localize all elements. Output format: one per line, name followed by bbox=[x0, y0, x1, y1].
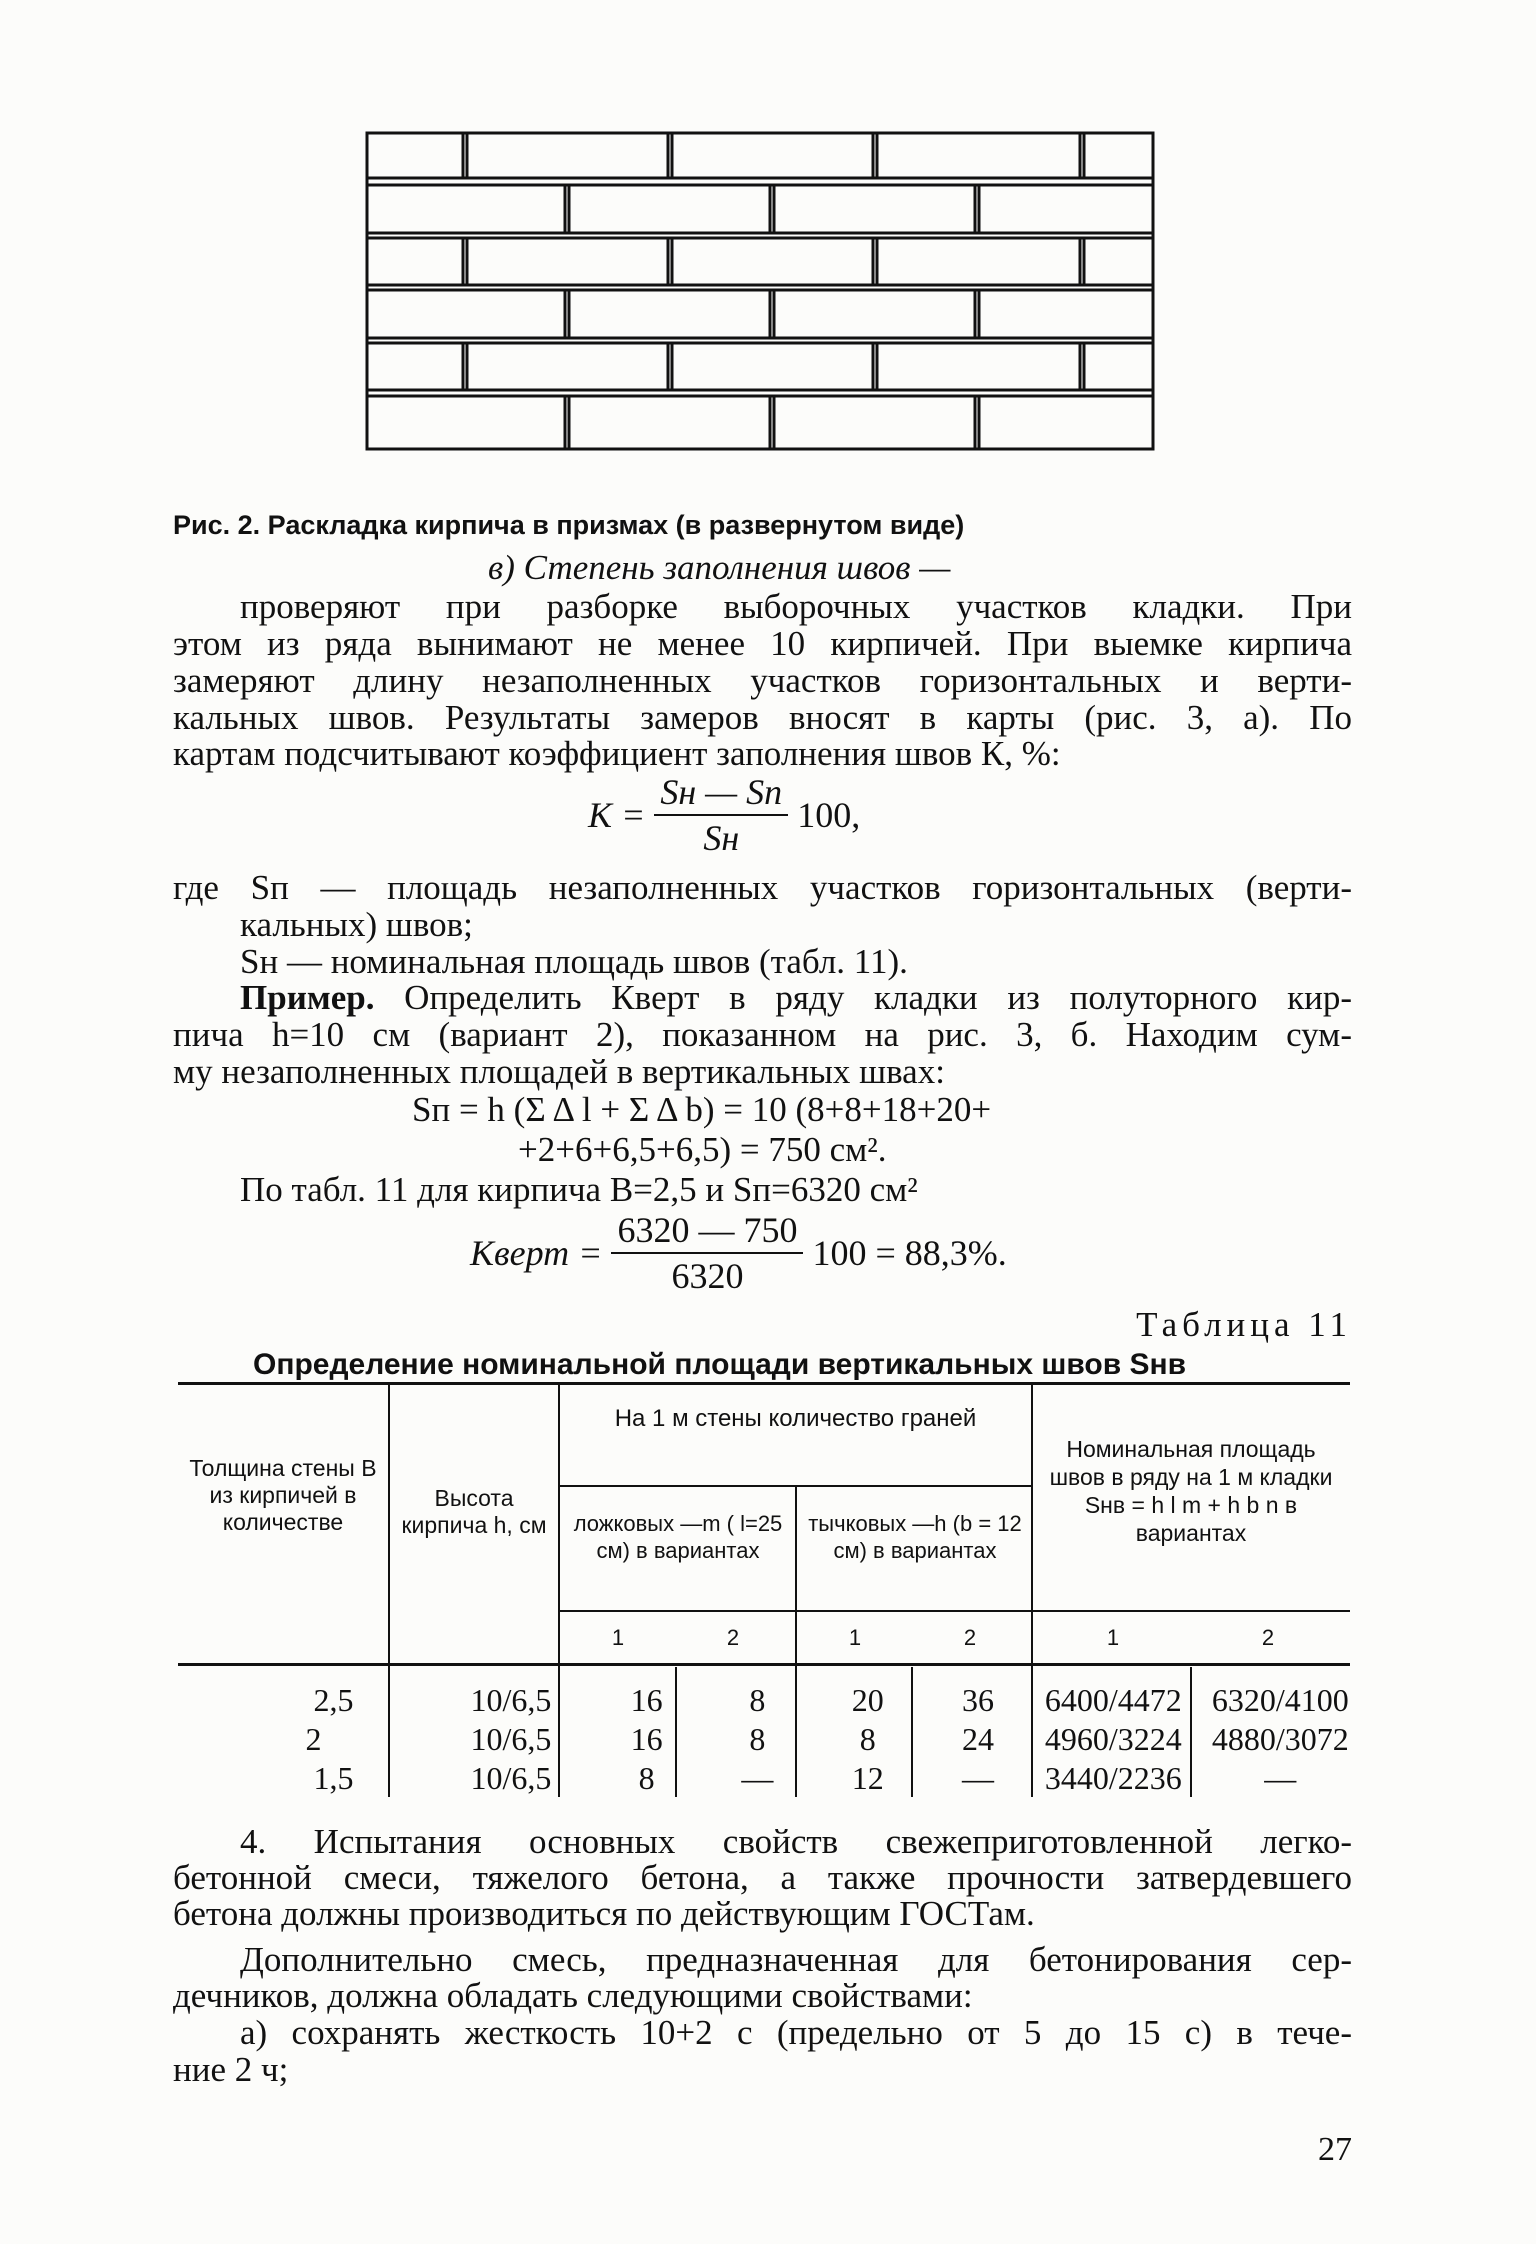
table-row bbox=[178, 1681, 1368, 1720]
header-brick-height: Высота кирпича h, см bbox=[401, 1485, 547, 1538]
cell-b: 1,5 bbox=[313, 1760, 354, 1796]
formula-k bbox=[588, 772, 860, 858]
formula-k-factor: 100, bbox=[797, 795, 861, 835]
header-faces-count: На 1 м стены количество граней bbox=[614, 1405, 977, 1432]
section-v-heading: в) Степень заполнения швов — bbox=[488, 548, 951, 587]
formula-k-lhs: K = bbox=[588, 795, 646, 835]
formula-kvert-fraction bbox=[611, 1210, 803, 1296]
cell-h: 10/6,5 bbox=[470, 1760, 552, 1796]
section-v-line-1: проверяют при разборке выборочных участков кладки. При bbox=[240, 587, 1352, 626]
table-body bbox=[178, 1667, 1350, 1802]
section-v-line-3: замеряют длину незаполненных участков горизонтальных и верти- bbox=[173, 661, 1352, 700]
table-header bbox=[178, 1385, 1350, 1667]
section-4-line-7: ние 2 ч; bbox=[173, 2050, 289, 2089]
example-line-1-text: Определить Квepт в ряду кладки из полуторного кир- bbox=[404, 978, 1352, 1017]
cell-n1: 20 bbox=[851, 1682, 884, 1718]
section-4-line-3: бетона должны производиться по действующим ГОСТам. bbox=[173, 1894, 1035, 1933]
where-line-1: где Sп — площадь незаполненных участков горизонтальных (верти- bbox=[173, 868, 1352, 907]
table-rows bbox=[178, 1681, 1368, 1798]
header-nominal-area: Номинальная площадь швов в ряду на 1 м кладки Sнв = h l m + h b n в вариантах bbox=[1049, 1436, 1333, 1546]
header-stretcher-v2: 2 bbox=[726, 1625, 740, 1650]
cell-b: 2,5 bbox=[313, 1682, 354, 1718]
table-label: Таблица 11 bbox=[1136, 1305, 1352, 1344]
header-header-v1: 1 bbox=[848, 1625, 862, 1650]
cell-n1: 8 bbox=[859, 1721, 876, 1757]
example-label: Пример. bbox=[240, 978, 375, 1017]
formula-kvert bbox=[470, 1210, 1007, 1296]
table-row bbox=[178, 1759, 1368, 1798]
cell-m2: — bbox=[741, 1760, 774, 1796]
header-area-v1: 1 bbox=[1106, 1625, 1120, 1650]
cell-s2: 6320/4100 bbox=[1211, 1682, 1349, 1718]
cell-h: 10/6,5 bbox=[470, 1682, 552, 1718]
header-area-v2: 2 bbox=[1261, 1625, 1275, 1650]
section-4-line-4: Дополнительно смесь, предназначенная для бетонирования сер- bbox=[240, 1940, 1352, 1979]
example-line-1 bbox=[240, 978, 1352, 1018]
header-wall-thickness: Толщина стены B из кирпичей в количестве bbox=[189, 1455, 377, 1535]
cell-m1: 8 bbox=[638, 1760, 655, 1796]
figure-caption-text: Раскладка кирпича в призмах (в развернутом виде) bbox=[267, 510, 965, 540]
section-v-line-5: картам подсчитывают коэффициент заполнения швов К, %: bbox=[173, 734, 1061, 773]
cell-s2: 4880/3072 bbox=[1211, 1721, 1349, 1757]
section-4-line-5: дечников, должна обладать следующими свойствами: bbox=[173, 1976, 973, 2015]
cell-s1: 4960/3224 bbox=[1044, 1721, 1182, 1757]
example-eq-1: Sп = h (Σ Δ l + Σ Δ b) = 10 (8+8+18+20+ bbox=[412, 1090, 992, 1129]
header-header-v2: 2 bbox=[963, 1625, 977, 1650]
cell-s1: 3440/2236 bbox=[1044, 1760, 1182, 1796]
where-line-3: Sн — номинальная площадь швов (табл. 11). bbox=[240, 942, 908, 981]
formula-kvert-denominator: 6320 bbox=[671, 1256, 744, 1296]
header-stretcher-v1: 1 bbox=[611, 1625, 625, 1650]
cell-s2: — bbox=[1264, 1760, 1297, 1796]
figure-caption bbox=[173, 505, 964, 545]
where-line-2: кальных) швов; bbox=[240, 905, 473, 944]
formula-k-denominator: Sн bbox=[703, 818, 740, 858]
example-line-4: По табл. 11 для кирпича B=2,5 и Sп=6320 см² bbox=[240, 1170, 918, 1209]
table-row bbox=[178, 1720, 1368, 1759]
cell-n2: 24 bbox=[962, 1721, 995, 1757]
page-number: 27 bbox=[1318, 2131, 1352, 2168]
cell-b: 2 bbox=[305, 1721, 322, 1757]
cell-m1: 16 bbox=[630, 1721, 663, 1757]
example-line-3: му незаполненных площадей в вертикальных швах: bbox=[173, 1052, 945, 1091]
table-title: Определение номинальной площади вертикальных швов Sнв bbox=[253, 1348, 1187, 1381]
table-11 bbox=[178, 1382, 1350, 1802]
example-eq-2: +2+6+6,5+6,5) = 750 см². bbox=[518, 1130, 887, 1169]
cell-s1: 6400/4472 bbox=[1044, 1682, 1182, 1718]
header-header-faces: тычковых —h (b = 12 см) в вариантах bbox=[808, 1511, 1022, 1563]
formula-kvert-lhs: Kверт = bbox=[470, 1233, 603, 1273]
header-stretcher-faces: ложковых —m ( l=25 см) в вариантах bbox=[573, 1511, 783, 1563]
cell-n1: 12 bbox=[851, 1760, 884, 1796]
section-4-line-1: 4. Испытания основных свойств свежеприготовленной легко- bbox=[240, 1822, 1352, 1861]
section-4-line-2: бетонной смеси, тяжелого бетона, а также прочности затвердевшего bbox=[173, 1858, 1352, 1897]
section-4-line-6: а) сохранять жесткость 10+2 с (предельно от 5 до 15 с) в тече- bbox=[240, 2013, 1352, 2052]
cell-m2: 8 bbox=[749, 1721, 766, 1757]
cell-n2: — bbox=[962, 1760, 995, 1796]
formula-kvert-numerator: 6320 — 750 bbox=[611, 1210, 803, 1254]
cell-n2: 36 bbox=[962, 1682, 995, 1718]
section-v-line-4: кальных швов. Результаты замеров вносят в карты (рис. 3, а). По bbox=[173, 698, 1352, 737]
formula-kvert-result: 100 = 88,3%. bbox=[812, 1233, 1007, 1273]
example-line-2: пича h=10 см (вариант 2), показанном на рис. 3, б. Находим сум- bbox=[173, 1015, 1352, 1054]
section-v-line-2: этом из ряда вынимают не менее 10 кирпичей. При выемке кирпича bbox=[173, 624, 1352, 663]
formula-k-numerator: Sн — Sп bbox=[654, 772, 788, 816]
cell-m1: 16 bbox=[630, 1682, 663, 1718]
cell-m2: 8 bbox=[749, 1682, 766, 1718]
formula-k-fraction bbox=[654, 772, 788, 858]
figure-caption-label: Рис. 2. bbox=[173, 510, 261, 540]
cell-h: 10/6,5 bbox=[470, 1721, 552, 1757]
brick-layout-figure bbox=[365, 128, 1165, 458]
